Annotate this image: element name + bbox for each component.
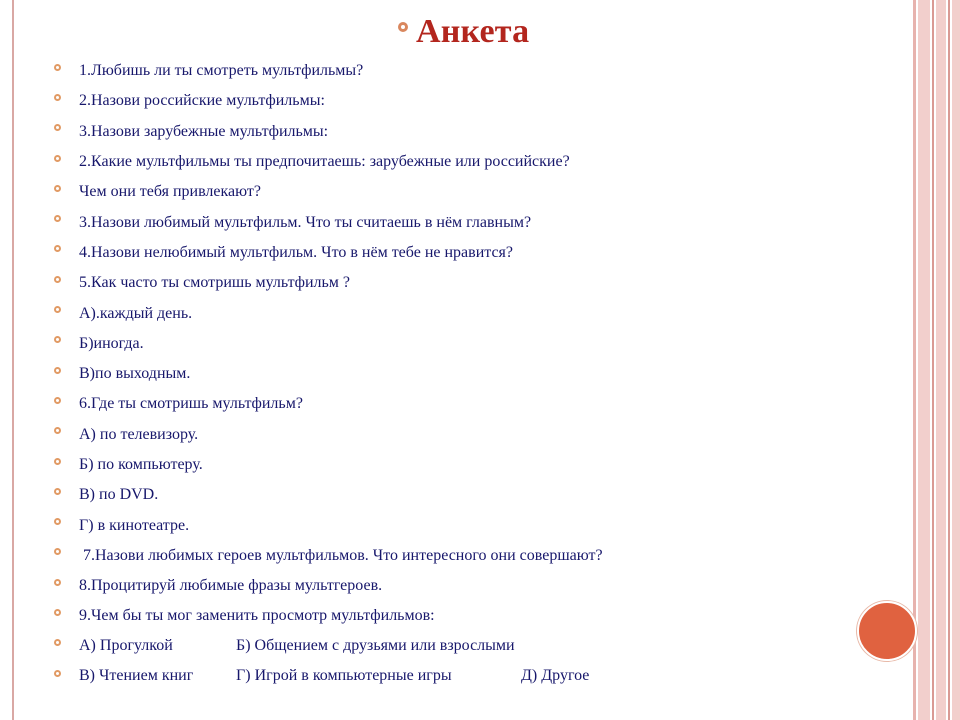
bullet-icon [54,245,61,252]
list-item [54,571,854,601]
list-item-text: 2.Какие мультфильмы ты предпочитаешь: зарубежные или российские? [79,153,570,171]
list-item-text: Г) в кинотеатре. [79,516,190,534]
title-bullet-icon [398,22,408,32]
bullet-icon [54,124,61,131]
bullet-icon [54,548,61,555]
stripe-1 [913,0,916,720]
bullet-icon [54,609,61,616]
list-item-text: 1.Любишь ли ты смотреть мультфильмы? [79,62,364,80]
bullet-icon [54,518,61,525]
list-item [54,541,854,571]
list-item [54,632,854,662]
answer-option: Б) Общением с друзьями или взрослыми [236,636,515,654]
questionnaire-list [54,56,854,692]
bullet-icon [54,306,61,313]
bullet-icon [54,276,61,283]
list-item [54,207,854,237]
list-item-text: 4.Назови нелюбимый мультфильм. Что в нём тебе не нравится? [79,243,514,261]
list-item [54,601,854,631]
list-item-text: Б) по компьютеру. [79,456,203,473]
decorative-right-stripes [910,0,960,720]
bullet-icon [54,579,61,586]
bullet-icon [54,397,61,404]
slide-frame-left-border [12,0,14,720]
list-item-text: Б)иногда. [79,334,144,352]
stripe-2 [918,0,930,720]
decorative-circle-icon [857,601,917,661]
bullet-icon [54,639,61,646]
stripe-4 [936,0,946,720]
list-item-text: 7.Назови любимых героев мультфильмов. Что интересного они совершают? [79,546,603,564]
list-item-text: А).каждый день. [79,304,193,322]
list-item-text [79,637,779,657]
list-item [54,117,854,147]
list-item-text: 3.Назови любимый мультфильм. Что ты считаешь в нём главным? [79,213,532,231]
stripe-5 [948,0,950,720]
list-item [54,662,854,692]
list-item-text: 3.Назови зарубежные мультфильмы: [79,122,329,140]
list-item [54,329,854,359]
list-item-text: Чем они тебя привлекают? [79,183,261,201]
list-item-text: В)по выходным. [79,365,191,383]
bullet-icon [54,336,61,343]
answer-option: А) Прогулкой [79,636,173,654]
list-item [54,359,854,389]
list-item-text [79,667,779,687]
answer-option: Д) Другое [521,667,590,685]
list-item [54,56,854,86]
list-item [54,298,854,328]
bullet-icon [54,215,61,222]
list-item-text: 8.Процитируй любимые фразы мультгероев. [79,577,383,595]
stripe-6 [952,0,960,720]
list-item [54,147,854,177]
list-item [54,86,854,116]
bullet-icon [54,155,61,162]
answer-option: Г) Игрой в компьютерные игры [236,667,452,685]
list-item-text: 5.Как часто ты смотришь мультфильм ? [79,274,351,292]
bullet-icon [54,94,61,101]
bullet-icon [54,488,61,495]
title-row [398,12,529,52]
bullet-icon [54,367,61,374]
list-item-text: А) по телевизору. [79,425,199,443]
list-item [54,480,854,510]
list-item [54,268,854,298]
list-item [54,510,854,540]
list-item [54,177,854,207]
list-item [54,238,854,268]
bullet-icon [54,185,61,192]
slide-title: Анкета [416,13,530,50]
stripe-3 [932,0,934,720]
list-item-text: 9.Чем бы ты мог заменить просмотр мультфильмов: [79,607,435,625]
bullet-icon [54,64,61,71]
list-item-text: 2.Назови российские мультфильмы: [79,92,325,110]
list-item [54,450,854,480]
list-item [54,420,854,450]
answer-option: В) Чтением книг [79,667,194,685]
bullet-icon [54,670,61,677]
list-item [54,389,854,419]
bullet-icon [54,458,61,465]
list-item-text: 6.Где ты смотришь мультфильм? [79,395,303,413]
list-item-text: В) по DVD. [79,486,159,504]
bullet-icon [54,427,61,434]
